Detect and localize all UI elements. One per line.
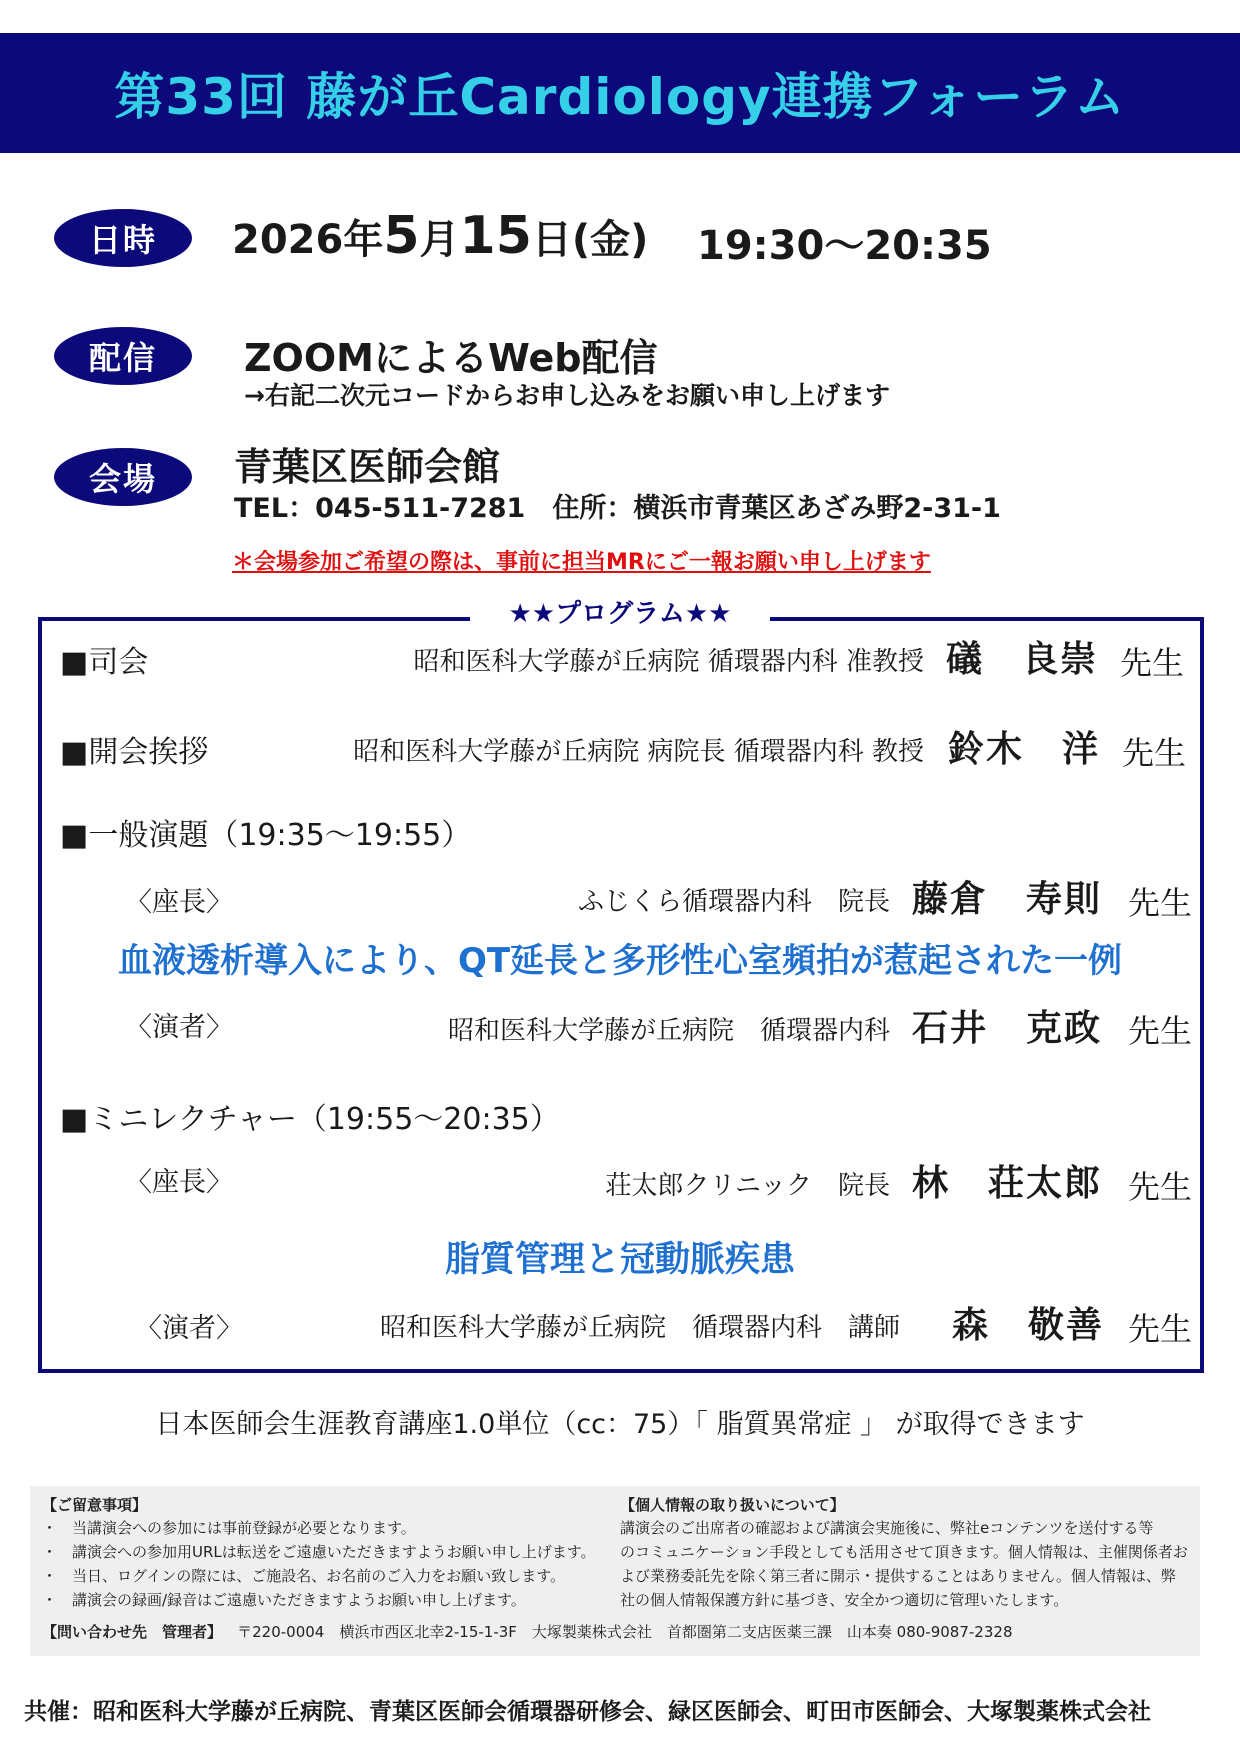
general-topic-title: 血液透析導入により、QT延長と多形性心室頻拍が惹起された一例	[117, 941, 1123, 981]
mini-speaker-affiliation: 昭和医科大学藤が丘病院 循環器内科 講師	[379, 1313, 900, 1343]
delivery-method: ZOOMによるWeb配信	[244, 336, 658, 380]
mini-chair-affiliation: 荘太郎クリニック 院長	[605, 1171, 890, 1201]
contact-heading: 【問い合わせ先 管理者】	[42, 1623, 223, 1641]
date-month: 5	[383, 206, 420, 266]
general-speaker-role: 〈演者〉	[125, 1012, 233, 1043]
privacy-heading: 【個人情報の取り扱いについて】	[620, 1496, 845, 1514]
opening-name: 鈴木 洋	[948, 729, 1101, 770]
mc-affiliation: 昭和医科大学藤が丘病院 循環器内科 准教授	[413, 647, 924, 677]
delivery-instruction: →右記二次元コードからお申し込みをお願い申し上げます	[244, 381, 890, 410]
cohost-line: 共催：昭和医科大学藤が丘病院、青葉区医師会循環器研修会、緑区医師会、町田市医師会、大塚製薬株式会社	[24, 1699, 1151, 1725]
privacy-text	[620, 1516, 1188, 1612]
opening-label: ■開会挨拶	[60, 735, 209, 770]
date-day-unit: 日(金)	[531, 217, 649, 263]
delivery-badge	[54, 327, 192, 385]
delivery-badge-label: 配信	[88, 339, 157, 377]
privacy-line: よび業務委託先を除く第三者に開示・提供することはありません。個人情報は、弊	[620, 1567, 1176, 1585]
mc-label: ■司会	[60, 645, 149, 680]
program-heading: ★★プログラム★★	[470, 591, 770, 630]
mini-topic-title: 脂質管理と冠動脈疾患	[444, 1240, 795, 1280]
opening-honorific: 先生	[1122, 734, 1187, 772]
notes-item: ・ 講演会の録画/録音はご遠慮いただきますようお願い申し上げます。	[42, 1591, 526, 1609]
venue-name: 青葉区医師会館	[234, 445, 501, 489]
contact-line	[42, 1620, 1012, 1644]
contact-text: 〒220-0004 横浜市西区北幸2-15-1-3F 大塚製薬株式会社 首都圏第二支店医薬三課 山本奏 080-9087-2328	[237, 1623, 1013, 1641]
mini-speaker-role: 〈演者〉	[135, 1313, 243, 1344]
general-chair-name: 藤倉 寿則	[912, 879, 1103, 920]
privacy-line: のコミュニケーション手段としても活用させて頂きます。個人情報は、主催関係者お	[620, 1543, 1188, 1561]
general-chair-honorific: 先生	[1128, 884, 1193, 922]
notes-heading: 【ご留意事項】	[42, 1496, 148, 1514]
mc-name: 礒 良崇	[946, 639, 1099, 680]
notes-item: ・ 当講演会への参加には事前登録が必要となります。	[42, 1519, 416, 1537]
datetime-badge	[54, 209, 192, 267]
general-speaker-honorific: 先生	[1128, 1012, 1193, 1050]
general-chair-affiliation: ふじくら循環器内科 院長	[577, 887, 890, 917]
general-speaker-affiliation: 昭和医科大学藤が丘病院 循環器内科	[447, 1016, 890, 1046]
notes-list	[42, 1516, 596, 1612]
venue-notice: ＊会場参加ご希望の際は、事前に担当MRにご一報お願い申し上げます	[232, 550, 931, 575]
mini-lecture-label: ■ミニレクチャー（19:55～20:35）	[60, 1102, 560, 1137]
venue-badge	[54, 448, 192, 506]
page-title: 第33回 藤が丘Cardiology連携フォーラム	[114, 68, 1126, 126]
event-time: 19:30～20:35	[697, 223, 992, 269]
venue-contact: TEL：045-511-7281 住所：横浜市青葉区あざみ野2-31-1	[234, 493, 1001, 524]
datetime-badge-label: 日時	[88, 221, 157, 259]
date-month-unit: 月	[419, 217, 460, 263]
mini-speaker-honorific: 先生	[1128, 1310, 1193, 1348]
notes-item: ・ 当日、ログインの際には、ご施設名、お名前のご入力をお願い致します。	[42, 1567, 566, 1585]
privacy-line: 講演会のご出席者の確認および講演会実施後に、弊社eコンテンツを送付する等	[620, 1519, 1154, 1537]
mc-honorific: 先生	[1120, 644, 1185, 682]
header-banner	[0, 33, 1240, 153]
event-date	[232, 206, 648, 266]
date-day: 15	[459, 206, 532, 266]
opening-affiliation: 昭和医科大学藤が丘病院 病院長 循環器内科 教授	[353, 737, 924, 767]
mini-chair-role: 〈座長〉	[125, 1167, 233, 1198]
venue-badge-label: 会場	[88, 460, 157, 498]
general-label: ■一般演題（19:35～19:55）	[60, 818, 472, 853]
general-chair-role: 〈座長〉	[125, 887, 233, 918]
mini-speaker-name: 森 敬善	[952, 1305, 1105, 1346]
mini-chair-name: 林 荘太郎	[912, 1163, 1103, 1204]
cme-credit-text: 日本医師会生涯教育講座1.0単位（cc：75）「 脂質異常症 」 が取得できます	[155, 1409, 1085, 1440]
mini-chair-honorific: 先生	[1128, 1168, 1193, 1206]
privacy-line: 社の個人情報保護方針に基づき、安全かつ適切に管理いたします。	[620, 1591, 1069, 1609]
notes-item: ・ 講演会への参加用URLは転送をご遠慮いただきますようお願い申し上げます。	[42, 1543, 596, 1561]
general-speaker-name: 石井 克政	[912, 1008, 1103, 1049]
date-year: 2026年	[232, 217, 384, 263]
